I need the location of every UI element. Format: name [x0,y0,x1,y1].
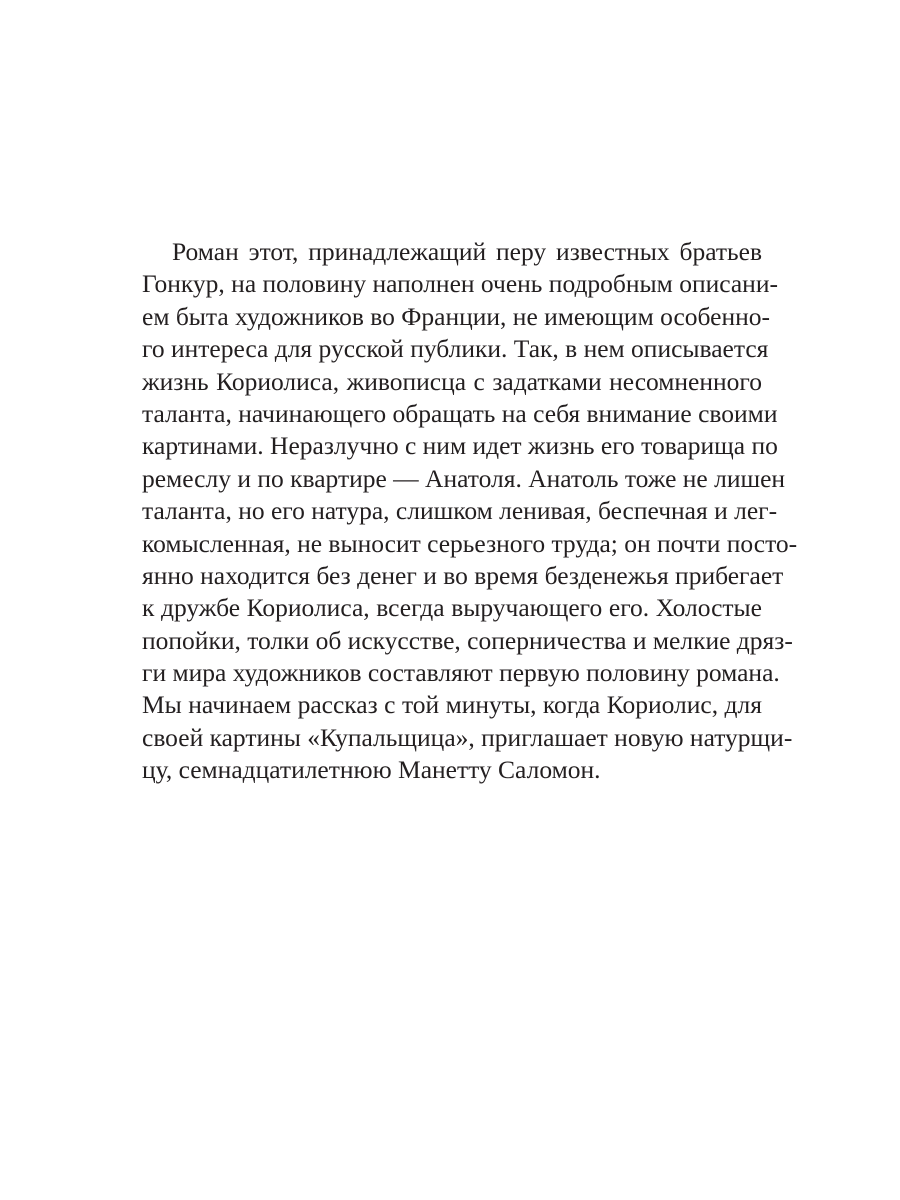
paragraph-line-17: цу, семнадцатилетнюю Манетту Саломон. [142,755,601,785]
paragraph-line-2: Гонкур, на половину наполнен очень подробным описани- [142,269,778,299]
paragraph-line-4: го интереса для русской публики. Так, в нем описывается [142,334,769,364]
paragraph-line-3: ем быта художников во Франции, не имеющим особенно- [142,301,771,331]
paragraph-line-1: Роман этот, принадлежащий перу известных братьев [172,237,762,266]
paragraph [142,236,798,787]
paragraph-line-16: своей картины «Купальщица», приглашает новую натурщи- [142,722,793,752]
paragraph-line-10: комысленная, не выносит серьезного труда; он почти посто- [142,528,798,558]
paragraph-line-12: к дружбе Кориолиса, всегда выручающего его. Холостые [142,593,762,623]
paragraph-line-9: таланта, но его натура, слишком ленивая, беспечная и лег- [142,496,778,526]
paragraph-line-7: картинами. Неразлучно с ним идет жизнь его товарища по [142,431,778,461]
paragraph-line-15: Мы начинаем рассказ с той минуты, когда Кориолис, для [142,690,762,720]
paragraph-line-5: жизнь Кориолиса, живописца с задатками несомненного [142,366,762,396]
paragraph-line-11: янно находится без денег и во время безденежья прибегает [142,560,784,590]
paragraph-line-6: таланта, начинающего обращать на себя внимание своими [142,398,778,428]
paragraph-line-8: ремеслу и по квартире — Анатоля. Анатоль тоже не лишен [142,463,786,493]
paragraph-line-13: попойки, толки об искусстве, соперничества и мелкие дряз- [142,625,793,655]
paragraph-line-14: ги мира художников составляют первую половину романа. [142,658,780,688]
